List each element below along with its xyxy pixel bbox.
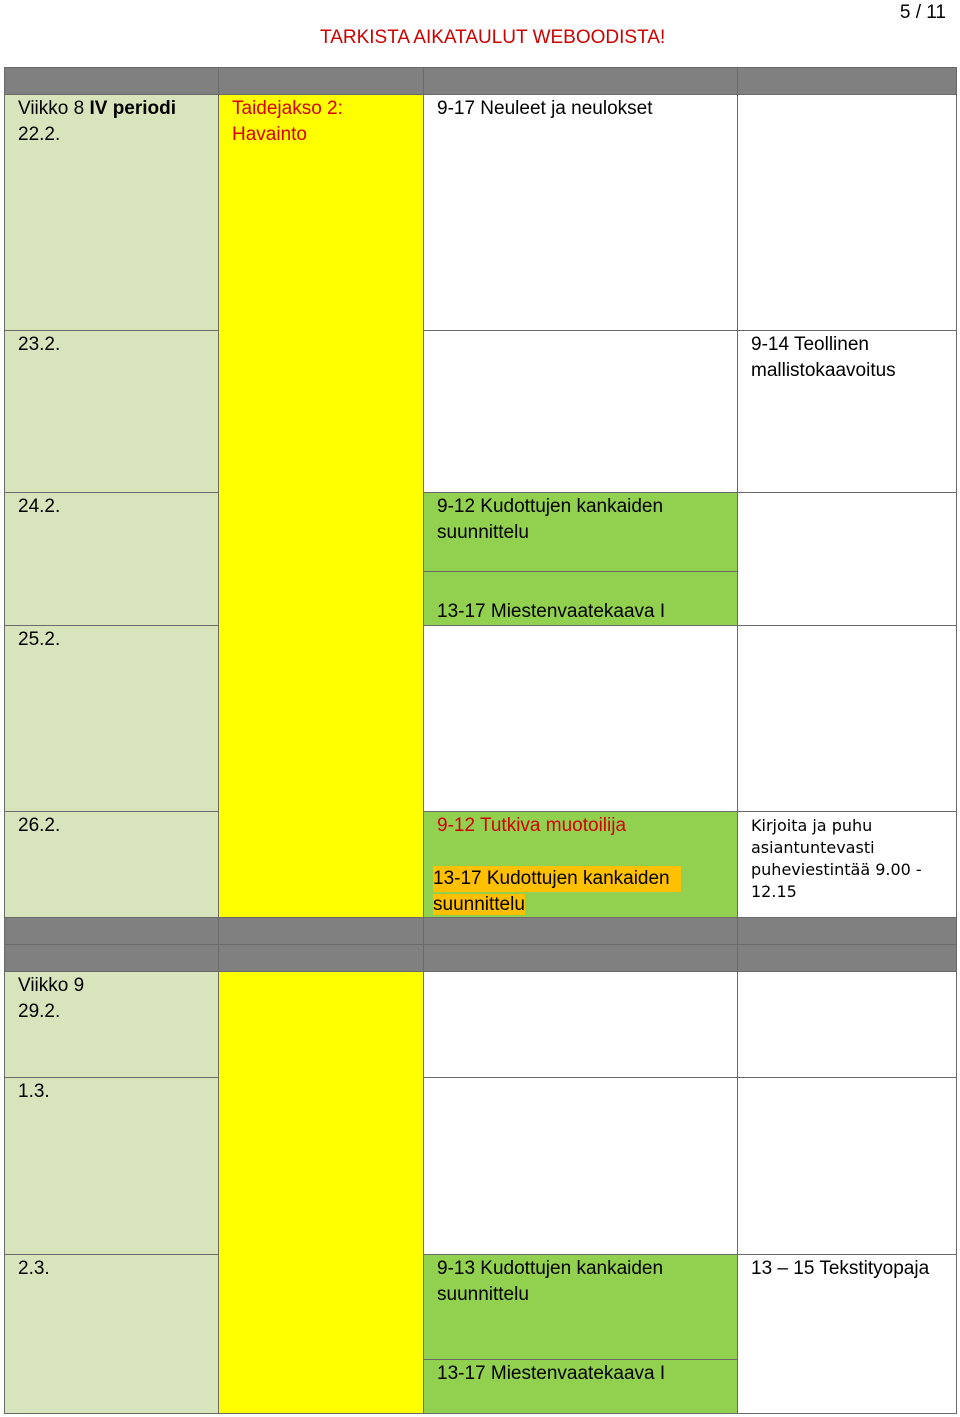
course-text-afternoon-line2: suunnittelu <box>433 894 525 915</box>
course-text: 13-17 Miestenvaatekaava I <box>437 1363 666 1384</box>
separator-bar-1-col1 <box>4 917 219 945</box>
separator-bar-2-col1 <box>4 944 219 972</box>
course-cell-23-2-c3 <box>423 330 738 493</box>
course-cell-24-2 <box>423 492 738 572</box>
date-cell-23-2 <box>4 330 219 493</box>
course-cell-2-3-c4 <box>737 1254 957 1414</box>
date-cell-22-2 <box>4 94 219 331</box>
course-text: 9-13 Kudottujen kankaiden suunnittelu <box>437 1258 664 1305</box>
date-label: 24.2. <box>18 496 61 517</box>
date-label: 1.3. <box>18 1081 50 1102</box>
course-text: 13 – 15 Tekstityopaja <box>751 1258 930 1279</box>
course-text: 9-12 Kudottujen kankaiden suunnittelu <box>437 496 664 543</box>
course-text: 13-17 Miestenvaatekaava I <box>437 601 666 622</box>
header-bar-col4 <box>737 67 957 95</box>
date-label: 25.2. <box>18 629 61 650</box>
date-label: 23.2. <box>18 334 61 355</box>
period-label: IV periodi <box>89 98 177 119</box>
schedule-notice: TARKISTA AIKATAULUT WEBOODISTA! <box>320 27 666 48</box>
header-bar-col3 <box>423 67 738 95</box>
separator-bar-2-col2 <box>218 944 424 972</box>
course-text: Kirjoita ja puhu asiantuntevasti puheviestintää 9.00 - 12.15 <box>751 816 922 901</box>
course-cell-2-3-afternoon <box>423 1359 738 1414</box>
course-cell-23-2-c4 <box>737 330 957 493</box>
page-number: 5 / 11 <box>899 2 946 23</box>
course-cell-1-3 <box>423 1077 738 1255</box>
date-label: 2.3. <box>18 1258 50 1279</box>
course-cell-29-2 <box>423 971 738 1078</box>
separator-bar-2-col4 <box>737 944 957 972</box>
course-text-morning: 9-12 Tutkiva muotoilija <box>437 815 627 836</box>
header-bar-col1 <box>4 67 219 95</box>
course-cell-26-2-c4 <box>737 811 957 918</box>
date-cell-1-3 <box>4 1077 219 1255</box>
date-cell-29-2 <box>4 971 219 1078</box>
course-text: 9-17 Neuleet ja neulokset <box>437 98 653 119</box>
art-block-cell-week9 <box>218 971 424 1414</box>
art-block-cell <box>218 94 424 918</box>
week-label: Viikko 8 <box>18 98 90 119</box>
course-cell-25-2-c4 <box>737 625 957 812</box>
date-label: 26.2. <box>18 815 61 836</box>
course-cell-25-2-top <box>423 571 738 626</box>
week-label: Viikko 9 <box>18 975 85 996</box>
header-bar-col2 <box>218 67 424 95</box>
separator-bar-1-col2 <box>218 917 424 945</box>
separator-bar-2-col3 <box>423 944 738 972</box>
course-cell-25-2 <box>423 625 738 812</box>
course-cell-1-3-c4 <box>737 1077 957 1255</box>
date-label: 29.2. <box>18 1001 61 1022</box>
course-cell-24-2-c4 <box>737 492 957 626</box>
date-cell-25-2 <box>4 625 219 812</box>
course-text-afternoon-line1: 13-17 Kudottujen kankaiden <box>433 866 681 892</box>
course-cell-22-2 <box>423 94 738 331</box>
course-cell-2-3-morning <box>423 1254 738 1360</box>
art-block-label: Taidejakso 2: Havainto <box>232 98 343 145</box>
date-label: 22.2. <box>18 124 61 145</box>
course-text: 9-14 Teollinen mallistokaavoitus <box>751 334 896 381</box>
course-cell-22-2-c4 <box>737 94 957 331</box>
date-cell-2-3 <box>4 1254 219 1414</box>
separator-bar-1-col4 <box>737 917 957 945</box>
date-cell-24-2 <box>4 492 219 626</box>
separator-bar-1-col3 <box>423 917 738 945</box>
course-cell-29-2-c4 <box>737 971 957 1078</box>
date-cell-26-2 <box>4 811 219 918</box>
